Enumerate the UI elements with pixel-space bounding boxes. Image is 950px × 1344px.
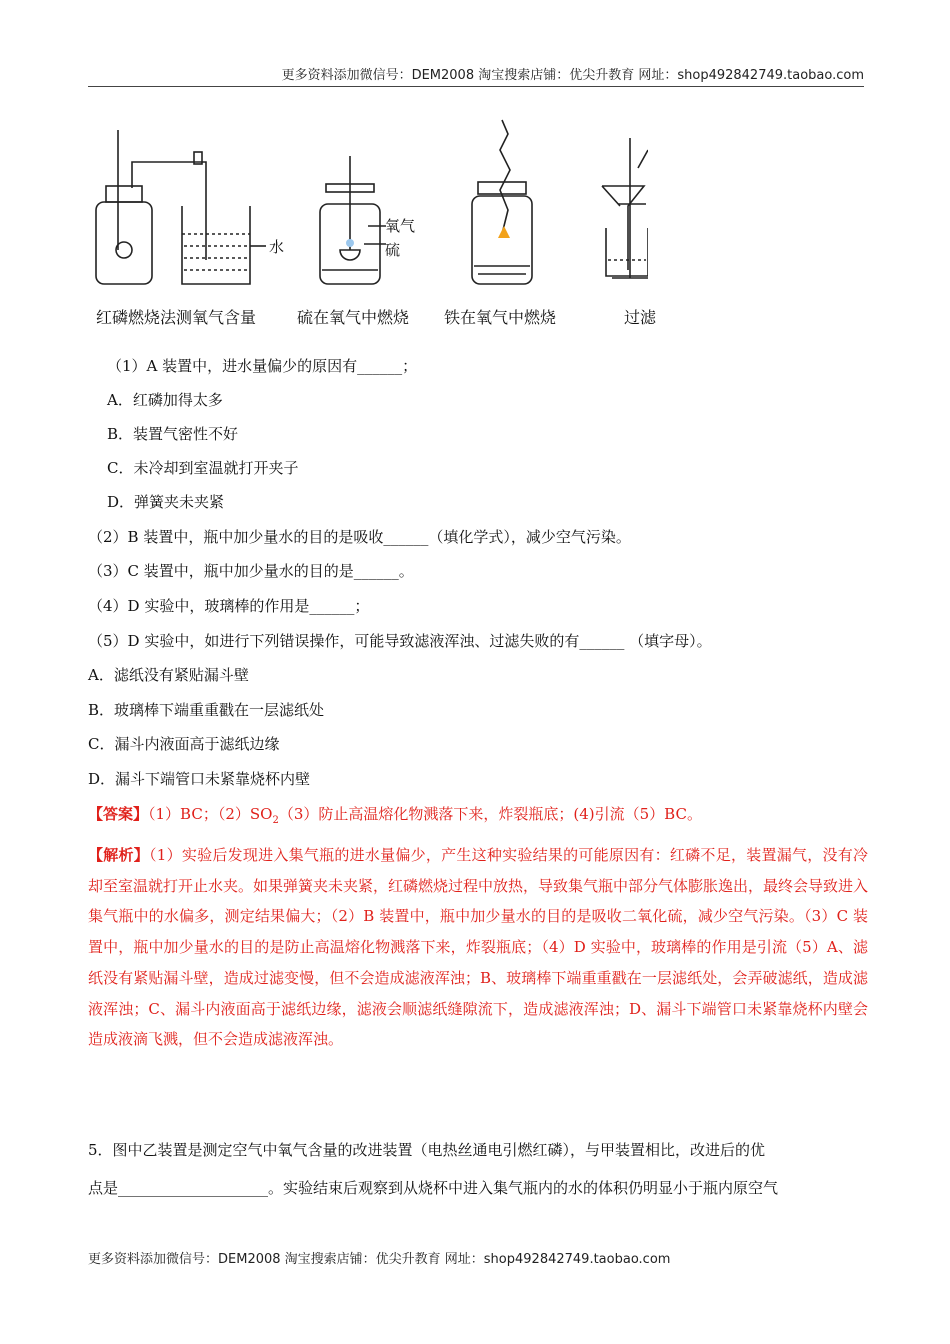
- bottle-c-cover: [478, 182, 526, 194]
- answer-tag: 【答案】: [88, 805, 149, 823]
- bottle-a-stopper: [106, 186, 142, 202]
- question-2: （2）B 装置中，瓶中加少量水的目的是吸收______（填化学式），减少空气污染。: [88, 528, 631, 546]
- caption-c: 铁在氧气中燃烧: [444, 308, 557, 327]
- oxygen-label: 氧气: [385, 217, 416, 235]
- q1-option-d: D．弹簧夹未夹紧: [107, 493, 225, 511]
- q5-option-b: B．玻璃棒下端重重戳在一层滤纸处: [88, 701, 325, 719]
- funnel: [602, 186, 644, 270]
- q1-option-a: A．红磷加得太多: [107, 391, 223, 409]
- q1-option-b: B．装置气密性不好: [107, 425, 239, 443]
- question-1: （1）A 装置中，进水量偏少的原因有______；: [107, 357, 418, 375]
- iron-wire: [500, 120, 510, 234]
- question-5-line-1: 5．图中乙装置是测定空气中氧气含量的改进装置（电热丝通电引燃红磷），与甲装置相比，改进后的优: [88, 1141, 766, 1159]
- water-label: 水: [269, 238, 285, 256]
- question-4: （4）D 实验中，玻璃棒的作用是______；: [88, 597, 370, 615]
- question-5-part: （5）D 实验中，如进行下列错误操作，可能导致滤液浑浊、过滤失败的有______ （填字母）。: [88, 632, 712, 650]
- connecting-tube: [132, 162, 206, 260]
- page-footer: 更多资料添加微信号：DEM2008 淘宝搜索店铺：优尖升教育 网址：shop492842749.taobao.com: [88, 1252, 671, 1267]
- q1-option-c: C．未冷却到室温就打开夹子: [107, 459, 299, 477]
- glass-rod: [638, 150, 648, 168]
- answer-text-b: （3）防止高温熔化物溅落下来，炸裂瓶底；(4)引流（5）BC。: [278, 805, 702, 823]
- sulfur-flame: [346, 239, 354, 247]
- analysis-text: （1）实验后发现进入集气瓶的进水量偏少，产生这种实验结果的可能原因有：红磷不足，装置漏气，没有冷却至室温就打开止水夹。如果弹簧夹未夹紧，红磷燃烧过程中放热，导致集气瓶中部分气体膨胀逸出，最终会导致进入集气瓶中的水偏多，测定结果偏大；（2）B 装置中，瓶中加少量水的目的是吸收二氧化硫，减少空气污染。（3）C 装置中，瓶中加少量水的目的是防止高温熔化物溅落下来，炸裂瓶底；（4）D 实验中，玻璃棒的作用是引流（5）A、滤纸没有紧贴漏斗壁，造成过滤变慢，但不会造成滤液浑浊；B、玻璃棒下端重重戳在一层滤纸处，会弄破滤纸，造成滤液浑浊；C、漏斗内液面高于滤纸边缘，滤液会顺滤纸缝隙流下，造成滤液浑浊；D、漏斗下端管口未紧靠烧杯内壁会造成液滴飞溅，但不会造成滤液浑浊。: [88, 846, 869, 1049]
- analysis-tag: 【解析】: [88, 846, 150, 864]
- q5-option-d: D．漏斗下端管口未紧靠烧杯内壁: [88, 770, 311, 788]
- caption-b: 硫在氧气中燃烧: [297, 308, 410, 327]
- q5-option-c: C．漏斗内液面高于滤纸边缘: [88, 735, 280, 753]
- iron-spark: [498, 226, 510, 238]
- answer-line: [88, 804, 702, 831]
- analysis-block: [88, 840, 868, 1055]
- caption-a: 红磷燃烧法测氧气含量: [96, 308, 257, 327]
- question-5-line-2: 点是____________________。实验结束后观察到从烧杯中进入集气瓶内的水的体积仍明显小于瓶内原空气: [88, 1179, 779, 1197]
- bottle-c: [472, 196, 532, 284]
- q5-option-a: A．滤纸没有紧贴漏斗壁: [88, 666, 249, 684]
- question-3: （3）C 装置中，瓶中加少量水的目的是______。: [88, 562, 414, 580]
- beaker-d: [606, 228, 648, 276]
- answer-text-a: （1）BC；（2）SO: [148, 805, 273, 823]
- sulfur-label: 硫: [385, 241, 401, 259]
- answer-subscript: 2: [272, 815, 279, 826]
- bottle-a: [96, 202, 152, 284]
- beaker-a: [182, 206, 250, 284]
- caption-d: 过滤: [624, 308, 657, 327]
- page-header: 更多资料添加微信号：DEM2008 淘宝搜索店铺：优尖升教育 网址：shop492842749.taobao.com: [88, 64, 864, 87]
